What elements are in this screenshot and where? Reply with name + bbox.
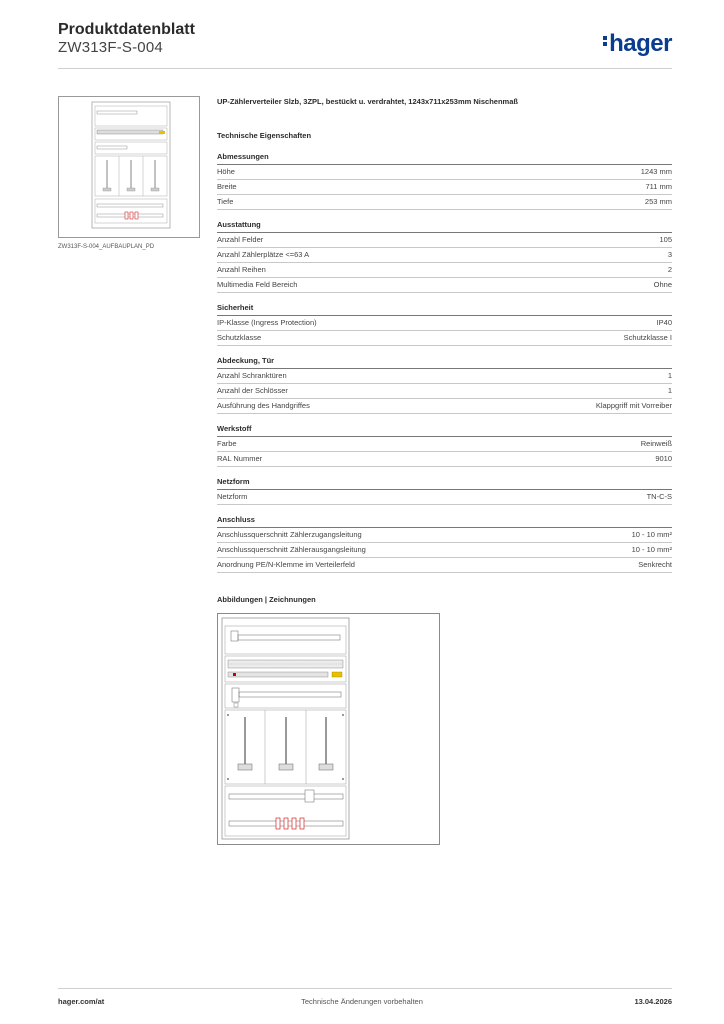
spec-value: Schutzklasse I xyxy=(623,333,672,342)
spec-value: 10 - 10 mm² xyxy=(631,530,672,539)
spec-row xyxy=(217,437,672,452)
footer-website[interactable]: hager.com/at xyxy=(58,997,105,1006)
spec-value: Senkrecht xyxy=(638,560,672,569)
spec-label: Schutzklasse xyxy=(217,333,262,342)
spec-row xyxy=(217,399,672,414)
spec-row xyxy=(217,233,672,248)
header-divider xyxy=(58,68,672,69)
spec-row xyxy=(217,490,672,505)
spec-row xyxy=(217,528,672,543)
spec-label: RAL Nummer xyxy=(217,454,263,463)
spec-group xyxy=(217,475,672,505)
spec-group-title: Netzform xyxy=(217,475,672,490)
spec-value: 9010 xyxy=(655,454,672,463)
spec-row xyxy=(217,558,672,573)
spec-value: 253 mm xyxy=(644,197,672,206)
spec-group xyxy=(217,218,672,293)
assembly-drawing xyxy=(217,613,440,845)
spec-label: Höhe xyxy=(217,167,235,176)
spec-label: IP-Klasse (Ingress Protection) xyxy=(217,318,317,327)
spec-value: IP40 xyxy=(656,318,672,327)
spec-value: 105 xyxy=(659,235,672,244)
spec-group xyxy=(217,301,672,346)
spec-label: Anzahl Felder xyxy=(217,235,264,244)
thumbnail-drawing xyxy=(59,97,199,237)
footer-disclaimer: Technische Änderungen vorbehalten xyxy=(301,997,423,1006)
spec-value: 1243 mm xyxy=(640,167,672,176)
logo-wordmark: hager xyxy=(609,30,672,57)
spec-group-title: Anschluss xyxy=(217,513,672,528)
spec-value: 1 xyxy=(667,386,672,395)
spec-group-title: Werkstoff xyxy=(217,422,672,437)
spec-value: 711 mm xyxy=(645,182,672,191)
brand-logo xyxy=(603,30,672,58)
spec-group-title: Sicherheit xyxy=(217,301,672,316)
spec-label: Farbe xyxy=(217,439,237,448)
spec-row xyxy=(217,195,672,210)
spec-label: Anzahl Schranktüren xyxy=(217,371,287,380)
spec-label: Anordnung PE/N-Klemme im Verteilerfeld xyxy=(217,560,355,569)
spec-row xyxy=(217,384,672,399)
article-number: ZW313F-S-004 xyxy=(58,39,163,56)
spec-value: Reinweiß xyxy=(640,439,672,448)
product-thumbnail xyxy=(58,96,200,238)
spec-value: 1 xyxy=(667,371,672,380)
spec-row xyxy=(217,543,672,558)
footer-divider xyxy=(58,988,672,989)
spec-row xyxy=(217,263,672,278)
spec-label: Netzform xyxy=(217,492,248,501)
logo-dots-icon xyxy=(603,34,607,48)
footer-date: 13.04.2026 xyxy=(634,997,672,1006)
spec-label: Ausführung des Handgriffes xyxy=(217,401,310,410)
spec-value: 3 xyxy=(667,250,672,259)
spec-row xyxy=(217,316,672,331)
spec-label: Multimedia Feld Bereich xyxy=(217,280,298,289)
spec-value: 2 xyxy=(667,265,672,274)
spec-row xyxy=(217,369,672,384)
specs-table xyxy=(217,150,672,581)
spec-label: Tiefe xyxy=(217,197,234,206)
spec-row xyxy=(217,165,672,180)
spec-row xyxy=(217,278,672,293)
spec-row xyxy=(217,452,672,467)
figures-heading: Abbildungen | Zeichnungen xyxy=(217,595,316,604)
spec-label: Anschlussquerschnitt Zählerzugangsleitung xyxy=(217,530,362,539)
spec-value: TN-C-S xyxy=(646,492,672,501)
spec-value: Klappgriff mit Vorreiber xyxy=(595,401,672,410)
spec-group-title: Abdeckung, Tür xyxy=(217,354,672,369)
spec-value: 10 - 10 mm² xyxy=(631,545,672,554)
spec-group xyxy=(217,513,672,573)
spec-group-title: Abmessungen xyxy=(217,150,672,165)
assembly-drawing-svg xyxy=(218,614,439,844)
spec-row xyxy=(217,248,672,263)
spec-label: Anzahl Zählerplätze <=63 A xyxy=(217,250,310,259)
spec-group-title: Ausstattung xyxy=(217,218,672,233)
product-description: UP-Zählerverteiler Slzb, 3ZPL, bestückt u. verdrahtet, 1243x711x253mm Nischenmaß xyxy=(217,97,518,106)
spec-label: Anzahl Reihen xyxy=(217,265,266,274)
spec-label: Anschlussquerschnitt Zählerausgangsleitung xyxy=(217,545,366,554)
spec-label: Anzahl der Schlösser xyxy=(217,386,288,395)
spec-row xyxy=(217,180,672,195)
spec-value: Ohne xyxy=(653,280,672,289)
spec-label: Breite xyxy=(217,182,237,191)
page-title: Produktdatenblatt xyxy=(58,21,195,38)
specs-heading: Technische Eigenschaften xyxy=(217,131,312,140)
spec-group xyxy=(217,354,672,414)
spec-group xyxy=(217,422,672,467)
spec-group xyxy=(217,150,672,210)
thumbnail-caption: ZW313F-S-004_AUFBAUPLAN_PD xyxy=(58,244,155,250)
spec-row xyxy=(217,331,672,346)
